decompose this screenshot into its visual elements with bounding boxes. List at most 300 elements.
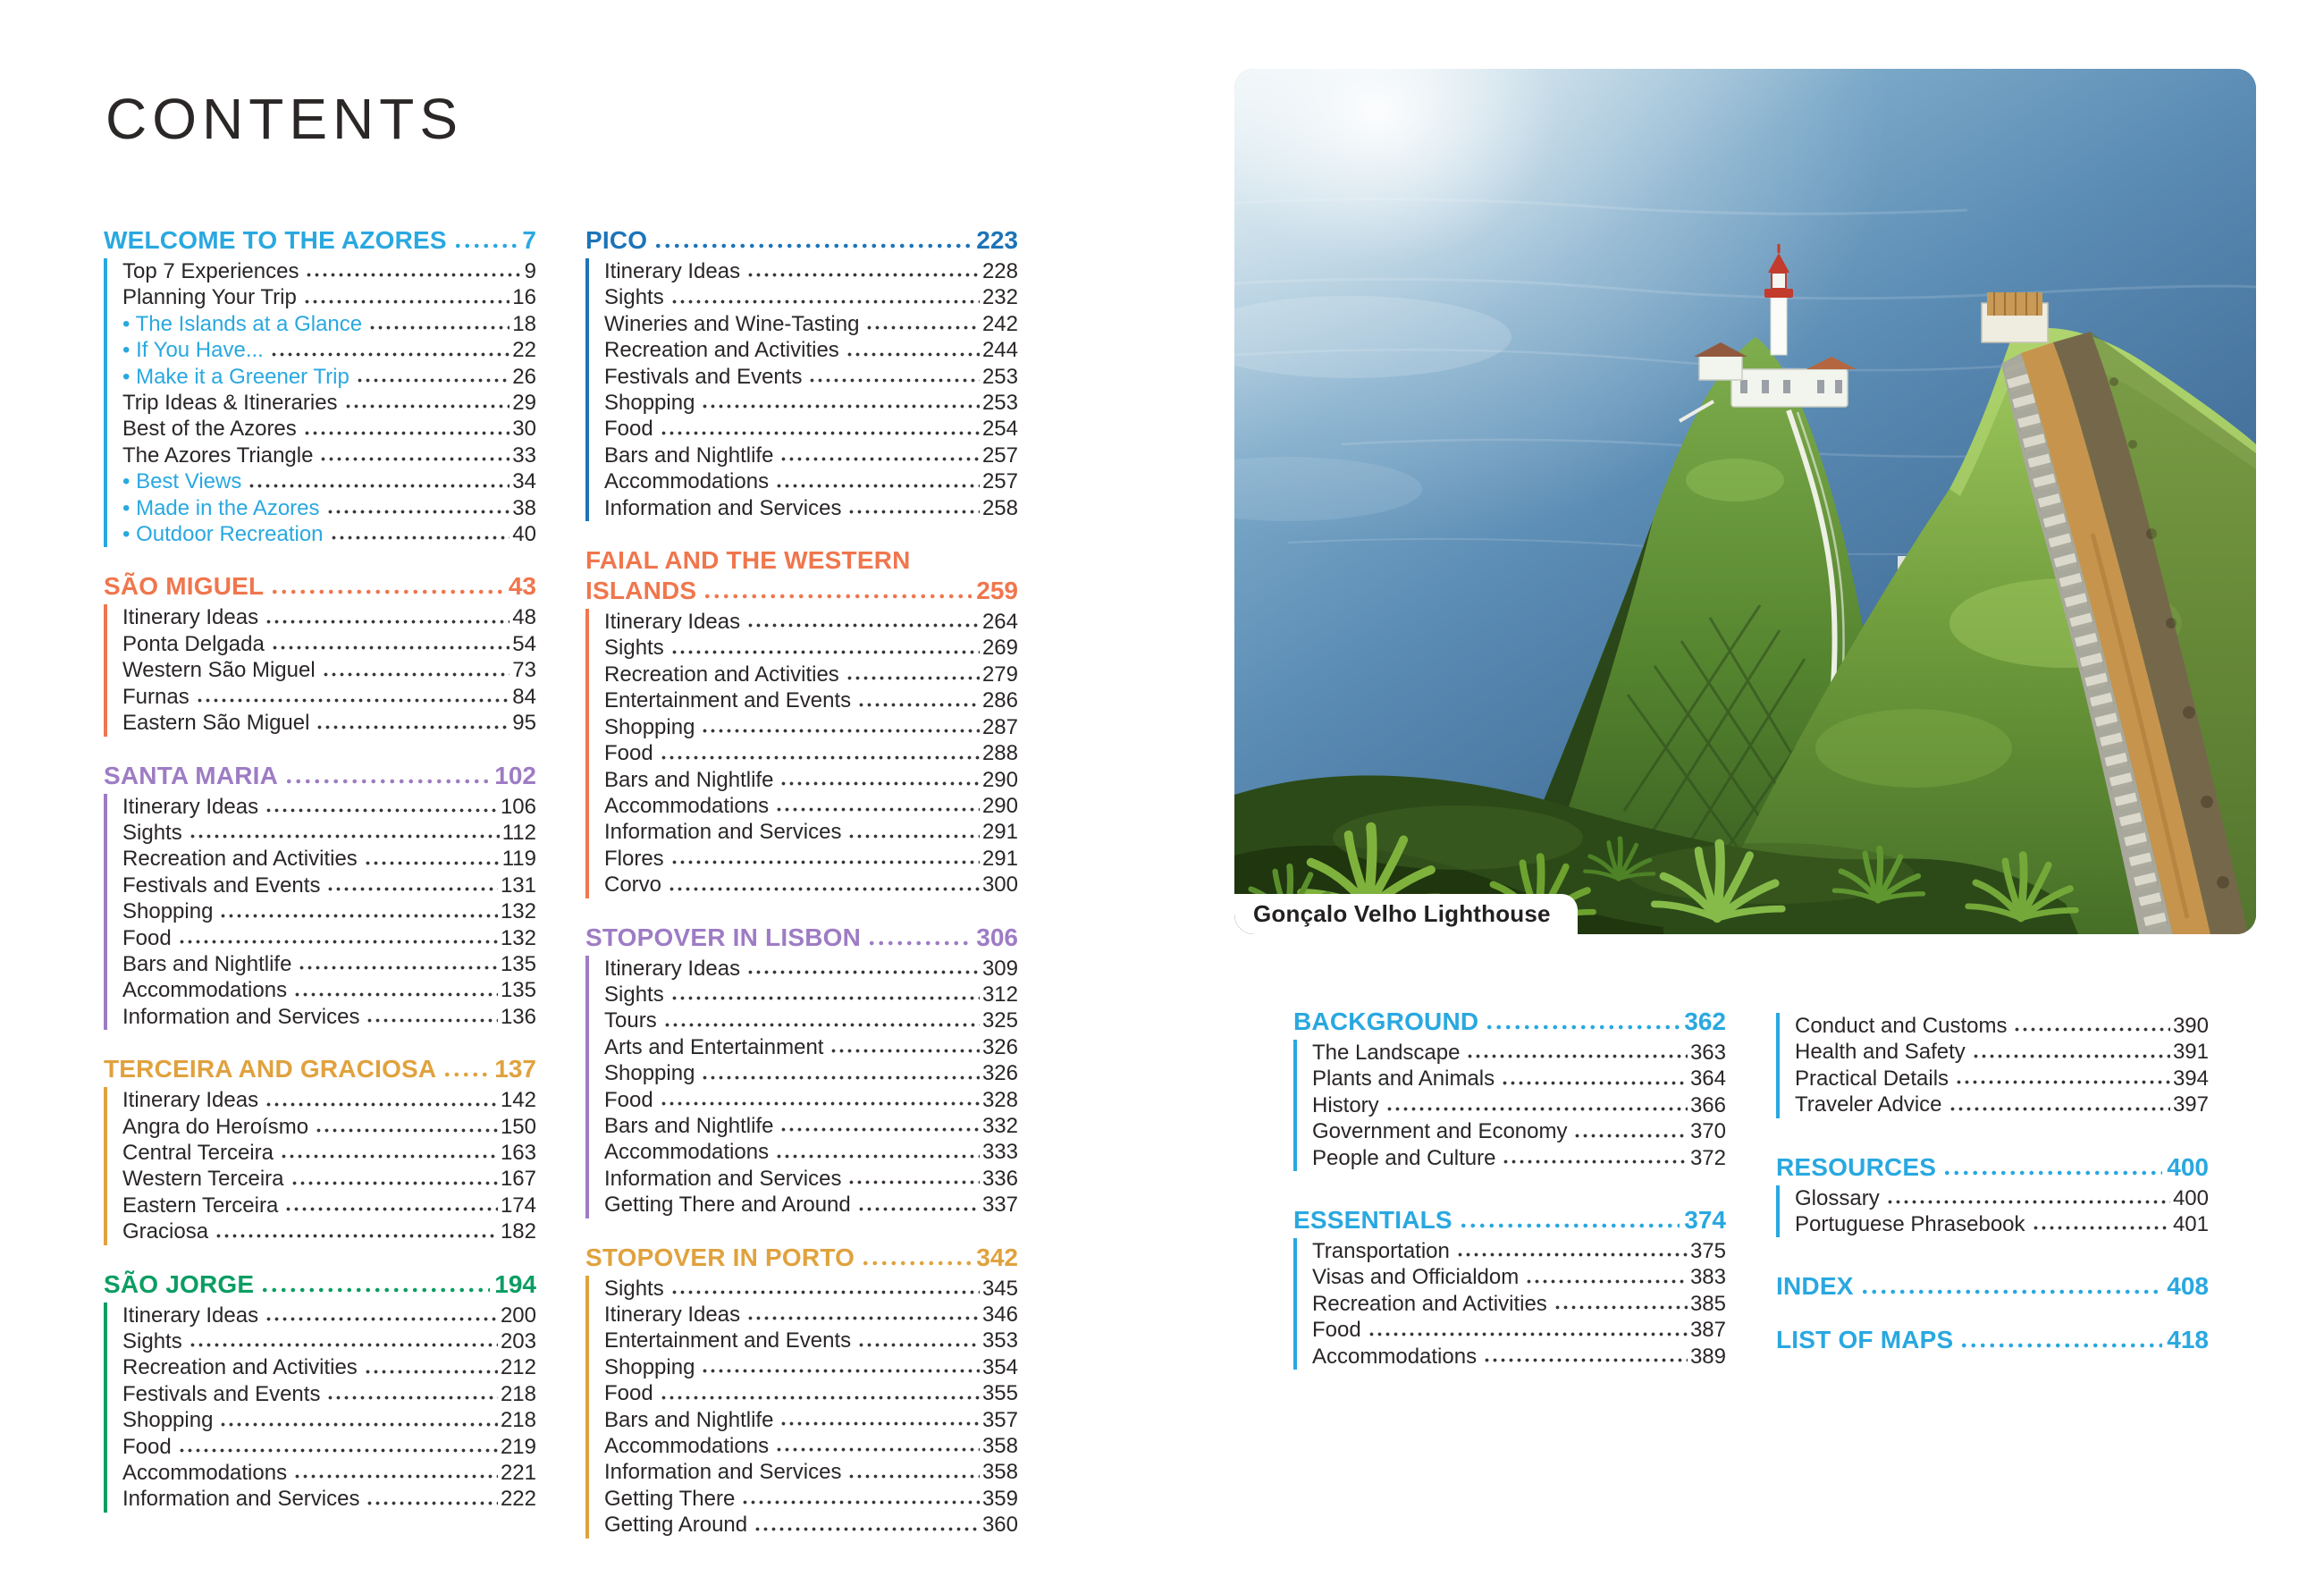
toc-entry-label: Bars and Nightlife (604, 443, 774, 468)
toc-entry[interactable] (122, 794, 536, 820)
toc-entry[interactable] (604, 416, 1018, 442)
toc-entry[interactable] (604, 390, 1018, 416)
toc-entry-page: 279 (981, 662, 1018, 687)
toc-entry[interactable] (604, 1166, 1018, 1192)
section-title: SÃO JORGE (104, 1269, 255, 1298)
section-page-number: 374 (1684, 1206, 1726, 1235)
toc-section (1293, 1205, 1726, 1370)
dotted-leader (660, 1386, 980, 1407)
toc-entry-label: Arts and Entertainment (604, 1034, 824, 1059)
toc-entry-page: 29 (512, 391, 536, 416)
dotted-leader (368, 316, 509, 337)
toc-entry-label: Accommodations (122, 1461, 288, 1486)
toc-entry[interactable] (122, 443, 536, 468)
toc-entry[interactable] (1312, 1291, 1726, 1317)
toc-entry[interactable] (604, 872, 1018, 898)
section-title: RESOURCES (1776, 1152, 1937, 1181)
toc-entry-page: 401 (2172, 1212, 2209, 1237)
toc-entry-page: 375 (1689, 1239, 1726, 1264)
dotted-leader (746, 960, 980, 982)
toc-entry-page: 309 (981, 956, 1018, 981)
dotted-leader (1485, 1014, 1680, 1037)
dotted-leader (847, 1464, 979, 1486)
section-title-line1: FAIAL AND THE WESTERN (585, 546, 911, 575)
toc-entry[interactable] (604, 793, 1018, 819)
toc-entry[interactable] (122, 1328, 536, 1354)
section-title: SÃO MIGUEL (104, 572, 265, 601)
section-entries (104, 1303, 536, 1513)
toc-entry-page: 397 (2172, 1092, 2209, 1117)
toc-entry-label: Food (1312, 1318, 1361, 1343)
toc-entry-page: 112 (501, 820, 536, 845)
dotted-leader (1368, 1322, 1688, 1344)
dotted-leader (298, 956, 498, 977)
toc-entry[interactable] (122, 284, 536, 310)
toc-entry[interactable] (604, 1407, 1018, 1433)
toc-entry[interactable] (604, 714, 1018, 740)
toc-entry-label: Top 7 Experiences (122, 259, 299, 283)
dotted-leader (1860, 1278, 2163, 1302)
toc-entry-label: Sights (604, 285, 664, 310)
dotted-leader (248, 474, 509, 495)
section-page-number: 306 (976, 923, 1018, 951)
toc-entry[interactable] (604, 1192, 1018, 1218)
toc-entry[interactable] (122, 337, 536, 363)
toc-entry[interactable] (604, 258, 1018, 284)
toc-entry-label: Festivals and Events (604, 364, 803, 389)
toc-entry-label: Practical Details (1795, 1066, 1949, 1091)
toc-entry-page: 33 (512, 443, 536, 468)
toc-entry-page: 203 (500, 1329, 536, 1353)
cover-photo (1234, 69, 2256, 934)
toc-entry-label: Angra do Heroísmo (122, 1114, 309, 1139)
toc-entry-page: 163 (500, 1140, 536, 1165)
toc-entry[interactable] (1312, 1145, 1726, 1171)
toc-entry-label: Plants and Animals (1312, 1067, 1495, 1092)
dotted-leader (701, 394, 980, 416)
toc-entry-page: 358 (981, 1434, 1018, 1459)
toc-entry-label: • Best Views (122, 469, 242, 494)
toc-section (104, 225, 536, 547)
dotted-leader (189, 824, 500, 846)
toc-entry[interactable] (1312, 1264, 1726, 1290)
toc-entry[interactable] (604, 1139, 1018, 1165)
toc-entry-page: 135 (500, 978, 536, 1003)
toc-entry-page: 16 (512, 285, 536, 310)
toc-entry-page: 290 (981, 767, 1018, 792)
toc-entry-page: 355 (981, 1381, 1018, 1406)
toc-entry-label: Sights (604, 1276, 664, 1301)
toc-entry[interactable] (122, 1381, 536, 1407)
toc-entry-label: Accommodations (604, 793, 770, 818)
toc-entry-label: Flores (604, 846, 664, 871)
section-heading (1776, 1325, 2209, 1355)
section-entries (585, 609, 1018, 898)
toc-entry[interactable] (122, 1114, 536, 1140)
toc-entry-label: Accommodations (604, 1434, 770, 1459)
toc-entry-label: Itinerary Ideas (122, 605, 259, 630)
toc-entry[interactable] (122, 820, 536, 846)
toc-entry[interactable] (604, 1486, 1018, 1512)
dotted-leader (330, 526, 510, 547)
dotted-leader (703, 583, 972, 606)
toc-section (585, 545, 1018, 898)
toc-entry-page: 358 (981, 1460, 1018, 1485)
toc-entry-label: Entertainment and Events (604, 1328, 852, 1353)
section-heading (1776, 1271, 2209, 1302)
dotted-leader (303, 421, 510, 443)
toc-entry-label: Food (604, 741, 653, 766)
toc-entry-page: 222 (500, 1487, 536, 1512)
dotted-leader (189, 1333, 498, 1354)
section-heading (1293, 1205, 1726, 1235)
toc-entry[interactable] (1795, 1185, 2209, 1211)
toc-entry[interactable] (604, 687, 1018, 713)
toc-entry[interactable] (604, 1113, 1018, 1139)
toc-entry[interactable] (604, 443, 1018, 468)
dotted-leader (364, 851, 500, 873)
toc-entry[interactable] (122, 1460, 536, 1486)
toc-entry[interactable] (122, 1140, 536, 1166)
toc-entry[interactable] (604, 662, 1018, 687)
toc-entry-label: • Made in the Azores (122, 495, 320, 520)
dotted-leader (865, 316, 980, 337)
toc-entry-page: 370 (1689, 1119, 1726, 1144)
toc-entry[interactable] (122, 1303, 536, 1328)
toc-entry[interactable] (1312, 1118, 1726, 1144)
toc-entry-page: 200 (500, 1303, 536, 1328)
toc-entry[interactable] (604, 767, 1018, 793)
dotted-leader (260, 1277, 490, 1300)
toc-entry-label: Transportation (1312, 1239, 1450, 1264)
dotted-leader (270, 578, 504, 602)
toc-entry-label: Tours (604, 1008, 657, 1033)
dotted-leader (668, 877, 980, 898)
toc-entry[interactable] (1312, 1040, 1726, 1066)
toc-entry[interactable] (604, 1007, 1018, 1033)
toc-entry-label: History (1312, 1092, 1379, 1117)
dotted-leader (1483, 1348, 1688, 1370)
toc-entry-page: 257 (981, 469, 1018, 494)
section-heading (104, 1269, 536, 1300)
toc-entry[interactable] (604, 1276, 1018, 1302)
toc-entry[interactable] (604, 284, 1018, 310)
toc-entry-label: Sights (604, 982, 664, 1007)
toc-entry[interactable] (604, 1087, 1018, 1113)
toc-entry[interactable] (122, 1407, 536, 1433)
toc-entry[interactable] (604, 495, 1018, 521)
toc-entry[interactable] (122, 1193, 536, 1218)
section-title: STOPOVER IN PORTO (585, 1243, 855, 1271)
dotted-leader (857, 1197, 980, 1218)
toc-entry-label: The Landscape (1312, 1041, 1461, 1065)
toc-entry-page: 300 (981, 873, 1018, 898)
section-title: STOPOVER IN LISBON (585, 923, 862, 951)
dotted-leader (1972, 1044, 2170, 1066)
dotted-leader (442, 1061, 490, 1084)
toc-entry-label: Itinerary Ideas (604, 1303, 741, 1327)
toc-entry[interactable] (604, 635, 1018, 661)
toc-entry[interactable] (604, 1328, 1018, 1353)
section-page-number: 194 (494, 1269, 536, 1298)
toc-entry-page: 360 (981, 1513, 1018, 1538)
toc-entry[interactable] (604, 1433, 1018, 1459)
toc-entry-label: Information and Services (604, 820, 842, 845)
toc-entry[interactable] (122, 495, 536, 521)
dotted-leader (1942, 1159, 2162, 1183)
toc-entry[interactable] (122, 416, 536, 442)
dotted-leader (861, 1250, 972, 1273)
toc-entry-page: 385 (1689, 1291, 1726, 1316)
toc-entry-label: Bars and Nightlife (604, 1407, 774, 1432)
dotted-leader (1525, 1269, 1688, 1291)
toc-entry[interactable] (122, 1004, 536, 1030)
toc-entry-label: Festivals and Events (122, 1381, 321, 1406)
dotted-leader (775, 1144, 980, 1166)
dotted-leader (1385, 1097, 1688, 1118)
toc-entry-label: The Azores Triangle (122, 443, 314, 468)
toc-entry[interactable] (604, 311, 1018, 337)
toc-entry[interactable] (122, 951, 536, 977)
toc-entry-label: Conduct and Customs (1795, 1014, 2008, 1038)
toc-column-2 (585, 225, 1018, 1563)
toc-entry[interactable] (604, 740, 1018, 766)
toc-entry[interactable] (122, 604, 536, 630)
dotted-leader (670, 290, 980, 311)
toc-entry-page: 218 (500, 1381, 536, 1406)
section-title: ESSENTIALS (1293, 1206, 1452, 1235)
toc-entry[interactable] (122, 846, 536, 872)
dotted-leader (1501, 1071, 1688, 1092)
toc-entry-page: 150 (500, 1114, 536, 1139)
toc-entry-page: 167 (500, 1167, 536, 1192)
toc-entry[interactable] (122, 657, 536, 683)
toc-entry-page: 328 (981, 1087, 1018, 1112)
toc-entry-page: 258 (981, 495, 1018, 520)
toc-entry[interactable] (1795, 1092, 2209, 1117)
section-page-number: 43 (508, 572, 536, 601)
toc-entry[interactable] (122, 390, 536, 416)
dotted-leader (1466, 1044, 1687, 1066)
dotted-leader (847, 824, 979, 846)
toc-entry[interactable] (122, 468, 536, 494)
toc-section (585, 225, 1018, 521)
toc-section (1776, 1325, 2209, 1355)
toc-entry-label: Itinerary Ideas (604, 610, 741, 635)
toc-entry-label: Graciosa (122, 1219, 209, 1244)
dotted-leader (219, 904, 498, 925)
dotted-leader (364, 1360, 498, 1381)
dotted-leader (701, 1359, 980, 1380)
toc-entry[interactable] (122, 898, 536, 924)
toc-entry[interactable] (122, 364, 536, 390)
toc-entry[interactable] (122, 710, 536, 736)
dotted-leader (326, 877, 498, 898)
toc-entry-page: 40 (512, 522, 536, 547)
dotted-leader (857, 1333, 980, 1354)
dotted-leader (316, 715, 509, 737)
toc-entry[interactable] (604, 1459, 1018, 1485)
toc-entry-label: Recreation and Activities (604, 338, 839, 363)
toc-entry-page: 219 (500, 1434, 536, 1459)
toc-entry-label: Recreation and Activities (122, 1355, 358, 1380)
section-title: TERCEIRA AND GRACIOSA (104, 1055, 437, 1083)
toc-entry[interactable] (604, 364, 1018, 390)
toc-entry[interactable] (122, 925, 536, 951)
toc-entry-label: Accommodations (604, 1140, 770, 1165)
toc-entry-label: • Make it a Greener Trip (122, 364, 349, 389)
dotted-leader (356, 368, 509, 390)
toc-entry-label: Traveler Advice (1795, 1092, 1942, 1117)
toc-entry[interactable] (604, 1302, 1018, 1328)
toc-entry[interactable] (122, 977, 536, 1003)
toc-entry[interactable] (1312, 1066, 1726, 1092)
toc-entry[interactable] (122, 631, 536, 657)
toc-entry-label: Sights (122, 820, 182, 845)
toc-entry[interactable] (122, 1434, 536, 1460)
toc-entry[interactable] (122, 873, 536, 898)
toc-entry[interactable] (604, 609, 1018, 635)
toc-entry[interactable] (604, 846, 1018, 872)
toc-entry[interactable] (604, 1512, 1018, 1538)
toc-entry-page: 242 (981, 311, 1018, 336)
toc-entry[interactable] (604, 337, 1018, 363)
toc-entry-label: Information and Services (604, 1166, 842, 1191)
toc-entry-label: Information and Services (604, 495, 842, 520)
dotted-leader (808, 368, 980, 390)
dotted-leader (326, 1386, 498, 1407)
toc-entry-label: Visas and Officialdom (1312, 1265, 1520, 1290)
toc-entry[interactable] (604, 956, 1018, 982)
section-title: LIST OF MAPS (1776, 1326, 1954, 1354)
toc-entry[interactable] (604, 819, 1018, 845)
toc-entry[interactable] (1312, 1238, 1726, 1264)
dotted-leader (670, 850, 980, 872)
toc-entry-page: 132 (500, 899, 536, 924)
toc-entry-page: 232 (981, 285, 1018, 310)
toc-entry-label: Itinerary Ideas (122, 1088, 259, 1113)
toc-entry-label: Accommodations (122, 978, 288, 1003)
section-entries (1293, 1238, 1726, 1370)
toc-entry-label: Information and Services (604, 1460, 842, 1485)
toc-entry[interactable] (1312, 1344, 1726, 1370)
toc-entry[interactable] (1795, 1039, 2209, 1065)
toc-entry[interactable] (122, 1087, 536, 1113)
dotted-leader (322, 662, 510, 684)
section-entries (1293, 1040, 1726, 1171)
section-entries (585, 1276, 1018, 1539)
section-page-number: 408 (2167, 1272, 2209, 1301)
toc-entry-page: 391 (2172, 1040, 2209, 1065)
toc-entry-label: • The Islands at a Glance (122, 311, 363, 336)
toc-entry-page: 218 (500, 1408, 536, 1433)
toc-entry-page: 400 (2172, 1185, 2209, 1210)
toc-entry[interactable] (122, 1218, 536, 1244)
toc-entry[interactable] (604, 982, 1018, 1007)
toc-entry[interactable] (122, 684, 536, 710)
toc-entry[interactable] (1312, 1317, 1726, 1343)
toc-entry[interactable] (604, 1034, 1018, 1060)
toc-entry-label: Food (122, 925, 172, 950)
lighthouse-photo-illustration (1234, 69, 2256, 934)
toc-entry[interactable] (1795, 1211, 2209, 1237)
dotted-leader (846, 342, 980, 364)
dotted-leader (1955, 1070, 2170, 1092)
toc-entry-page: 18 (512, 311, 536, 336)
toc-entry-label: Best of the Azores (122, 417, 297, 442)
toc-entry-label: Accommodations (1312, 1344, 1478, 1369)
toc-entry-page: 357 (981, 1407, 1018, 1432)
toc-entry[interactable] (604, 1380, 1018, 1406)
toc-entry-page: 390 (2172, 1014, 2209, 1038)
toc-section (1776, 1271, 2209, 1302)
dotted-leader (315, 1118, 498, 1140)
section-heading (585, 923, 1018, 953)
toc-entry-page: 257 (981, 443, 1018, 468)
toc-entry[interactable] (604, 1354, 1018, 1380)
toc-entry-label: Shopping (604, 714, 695, 739)
section-entries (104, 258, 536, 547)
section-entries (104, 794, 536, 1031)
toc-column-4 (1776, 1010, 2209, 1378)
toc-entry-page: 346 (981, 1303, 1018, 1327)
toc-entry-label: Corvo (604, 873, 662, 898)
toc-entry[interactable] (604, 468, 1018, 494)
toc-entry[interactable] (122, 1354, 536, 1380)
section-heading (104, 1054, 536, 1084)
toc-entry-page: 286 (981, 688, 1018, 713)
dotted-leader (178, 1438, 498, 1460)
toc-entry-label: Eastern São Miguel (122, 711, 310, 736)
dotted-leader (660, 1092, 980, 1113)
toc-entry-label: Planning Your Trip (122, 285, 297, 310)
dotted-leader (746, 613, 980, 635)
toc-entry[interactable] (604, 1060, 1018, 1086)
toc-section (104, 761, 536, 1031)
toc-entry-page: 254 (981, 417, 1018, 442)
section-page-number: 418 (2167, 1326, 2209, 1354)
toc-entry[interactable] (122, 1486, 536, 1512)
toc-entry-page: 363 (1689, 1041, 1726, 1065)
section-page-number: 259 (976, 577, 1018, 605)
toc-entry[interactable] (122, 311, 536, 337)
dotted-leader (270, 342, 509, 364)
toc-entry-page: 212 (500, 1355, 536, 1380)
section-page-number: 7 (522, 226, 536, 254)
toc-entry-label: Shopping (604, 391, 695, 416)
toc-entry-label: Itinerary Ideas (604, 956, 741, 981)
toc-entry-label: Sights (122, 1329, 182, 1353)
toc-entry-label: Food (604, 1381, 653, 1406)
dotted-leader (305, 263, 521, 284)
toc-entry[interactable] (122, 521, 536, 547)
toc-entry[interactable] (1795, 1066, 2209, 1092)
dotted-leader (701, 719, 980, 740)
dotted-leader (663, 1013, 980, 1034)
section-page-number: 137 (494, 1055, 536, 1083)
dotted-leader (660, 421, 980, 443)
toc-entry[interactable] (122, 258, 536, 284)
toc-entry-label: Recreation and Activities (122, 847, 358, 872)
toc-entry[interactable] (122, 1166, 536, 1192)
toc-entry[interactable] (1795, 1013, 2209, 1039)
dotted-leader (303, 290, 509, 311)
dotted-leader (701, 1066, 980, 1087)
toc-entry-label: Food (604, 417, 653, 442)
dotted-leader (326, 500, 510, 521)
toc-entry[interactable] (1312, 1092, 1726, 1118)
toc-entry-page: 48 (512, 605, 536, 630)
